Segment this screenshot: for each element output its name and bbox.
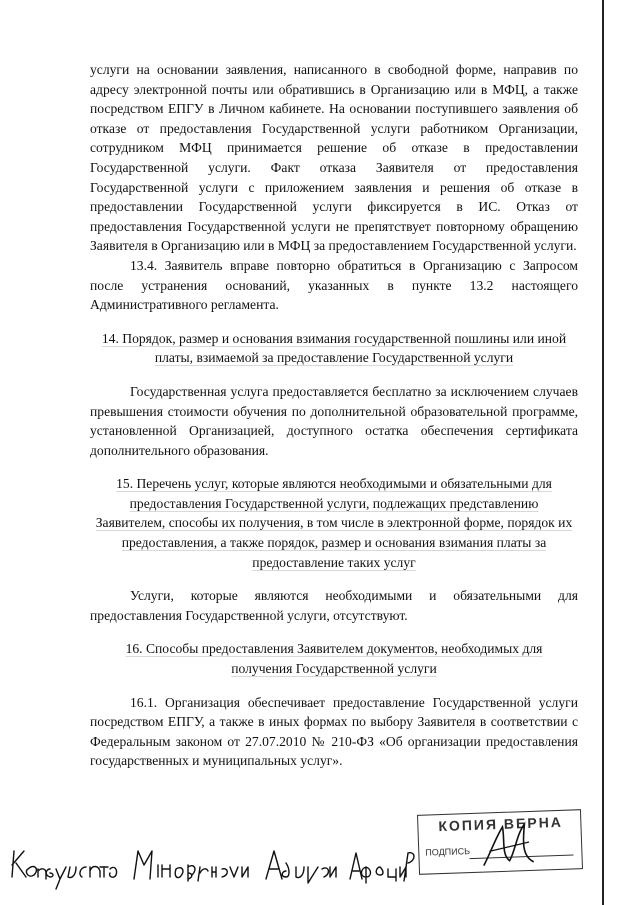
copy-certified-stamp xyxy=(417,809,583,875)
handwritten-note-image xyxy=(8,843,418,903)
section-heading-14: 14. Порядок, размер и основания взимания государственной пошлины или иной платы, взимаемой за предоставление Государственной услуги xyxy=(101,330,567,366)
paragraph-15-body: Услуги, которые являются необходимыми и обязательными для предоставления Государственной услуги, отсутствуют. xyxy=(90,588,578,623)
page-right-edge xyxy=(602,0,604,905)
document-body xyxy=(90,60,578,771)
paragraph-16-1: 16.1. Организация обеспечивает предоставление Государственной услуги посредством ЕПГУ, а также в иных формах по выбору Заявителя в соответствии с Федеральным законом от 27.07.2010 № 210-ФЗ «Об организации предоставления государственных и муниципальных услуг». xyxy=(90,694,578,769)
paragraph-13-4: 13.4. Заявитель вправе повторно обратиться в Организацию с Запросом после устранения оснований, указанных в пункте 13.2 настоящего Административного регламента. xyxy=(90,257,578,313)
section-heading-15: 15. Перечень услуг, которые являются необходимыми и обязательными для предоставления Государственной услуги, подлежащих представлению Заявителем, способы их получения, в том числе в электронной форме, порядок их предоставления, а также порядок, размер и основания взимания платы за предоставление таких услуг xyxy=(95,476,573,570)
stamp-signature-icon xyxy=(478,820,540,872)
stamp-title: КОПИЯ ВЕРНА xyxy=(438,813,564,835)
stamp-signature-label: ПОДПИСЬ xyxy=(425,846,471,858)
handwritten-certification-note xyxy=(8,843,418,903)
paragraph-14-body: Государственная услуга предоставляется бесплатно за исключением случаев превышения стоимости обучения по дополнительной образовательной программе, установленной Организацией, доступного остатка обеспечения сертификата дополнительного образования. xyxy=(90,383,578,458)
section-heading-16: 16. Способы предоставления Заявителем документов, необходимых для получения Государственной услуги xyxy=(125,641,543,677)
paragraph-13-3-continuation: услуги на основании заявления, написанного в свободной форме, направив по адресу электронной почты или обратившись в Организацию или в МФЦ, а также посредством ЕПГУ в Личном кабинете. На основании поступившего заявления об отказе от предоставления Государственной услуги работником Организации, сотрудником МФЦ принимается решение об отказе в предоставлении Государственной услуги. Факт отказа Заявителя от предоставления Государственной услуги с приложением заявления и решения об отказе в предоставлении Государственной услуги фиксируется в ИС. Отказ от предоставления Государственной услуги не препятствует повторному обращению Заявителя в Организацию или в МФЦ за предоставлением Государственной услуги. xyxy=(90,62,578,254)
